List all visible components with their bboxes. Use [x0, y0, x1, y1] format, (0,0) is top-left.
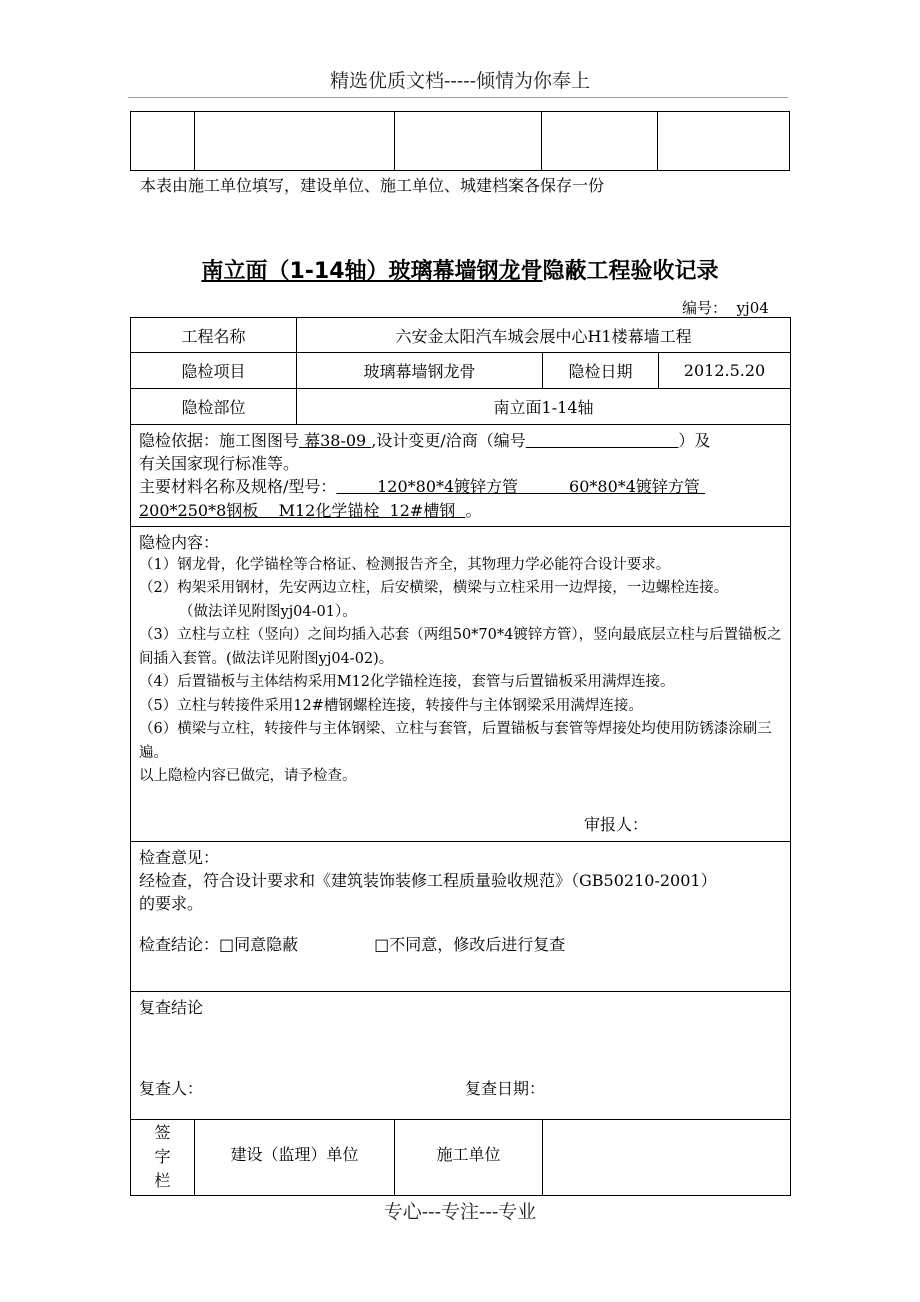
project-name-label: 工程名称	[131, 318, 297, 353]
content-item: （5）立柱与转接件采用12#槽钢螺栓连接，转接件与主体钢梁采用满焊连接。	[139, 697, 643, 714]
blank-cell	[542, 112, 658, 171]
signature-column-label	[131, 1119, 195, 1195]
page-header: 精选优质文档-----倾情为你奉上	[329, 70, 591, 92]
inspection-record-table	[130, 317, 791, 1196]
basis-prefix: 隐检依据：施工图图号	[139, 431, 300, 450]
basis-line2: 有关国家现行标准等。	[139, 454, 300, 474]
content-item: （3）立柱与立柱（竖向）之间均插入芯套（两组50*70*4镀锌方管），竖向最底层立柱与后置锚板之间插入套管。(做法详见附图yj04-02)。	[139, 627, 782, 667]
basis-line1	[139, 429, 782, 452]
document-title	[0, 254, 920, 285]
opinion-text2: 的要求。	[139, 894, 204, 914]
blank-cell	[194, 112, 394, 171]
row-project-name	[131, 318, 791, 353]
content-list	[139, 554, 782, 789]
header-divider	[128, 97, 788, 98]
row-signature	[131, 1119, 791, 1195]
content-item: （做法详见附图yj04-01）。	[179, 603, 357, 620]
serial-number	[682, 297, 769, 318]
sign-char: 字	[154, 1147, 171, 1167]
sign-char: 栏	[154, 1171, 171, 1191]
serial-label: 编号：	[682, 299, 728, 317]
materials-label: 主要材料名称及规格/型号：	[139, 477, 337, 497]
serial-value: yj04	[736, 299, 769, 317]
owner-signature: 建设（监理）单位	[195, 1119, 395, 1195]
row-recheck	[131, 991, 791, 1119]
recheck-date-label: 复查日期：	[465, 1078, 546, 1098]
basis-suffix: ）及	[678, 431, 711, 450]
opinion-text: 经检查，符合设计要求和《建筑装饰装修工程质量验收规范》（GB50210-2001）	[139, 870, 717, 890]
disagree-checkbox[interactable]: □不同意，修改后进行复查	[374, 935, 566, 955]
row-basis	[131, 425, 791, 527]
blank-cell	[131, 112, 195, 171]
location-value: 南立面1-14轴	[297, 389, 791, 425]
conclusion-label: 检查结论：	[139, 935, 220, 955]
date-label: 隐检日期	[543, 353, 659, 389]
sign-char: 签	[154, 1123, 171, 1143]
item-label: 隐检项目	[131, 353, 297, 389]
row-inspection-item	[131, 353, 791, 389]
contractor-signature: 施工单位	[395, 1119, 543, 1195]
conclusion-line	[139, 933, 782, 956]
blank-cell	[394, 112, 542, 171]
recheck-cell	[131, 991, 791, 1119]
recheck-sign-line	[139, 1077, 782, 1100]
row-location	[131, 389, 791, 425]
row-content	[131, 526, 791, 841]
project-name-value: 六安金太阳汽车城会展中心H1楼幕墙工程	[297, 318, 791, 353]
title-rest: 隐蔽工程验收记录	[542, 259, 719, 284]
content-item: （1）钢龙骨，化学锚栓等合格证、检测报告齐全，其物理力学必能符合设计要求。	[139, 556, 671, 573]
content-cell	[131, 526, 791, 841]
change-number-blank	[526, 431, 679, 450]
materials-value: 120*80*4镀锌方管 60*80*4镀锌方管 200*250*8钢板 M12化学锚栓 12#槽钢	[139, 477, 706, 520]
content-item: （4）后置锚板与主体结构采用M12化学锚栓连接，套管与后置锚板采用满焊连接。	[139, 674, 675, 691]
page-footer: 专心---专注---专业	[383, 1201, 537, 1223]
materials-end: 。	[465, 500, 482, 520]
blank-signature	[543, 1119, 791, 1195]
drawing-number: 幕38-09	[299, 431, 372, 450]
agree-checkbox[interactable]: □同意隐蔽	[219, 935, 299, 955]
recheck-title: 复查结论	[139, 997, 204, 1017]
basis-mid: ,设计变更/洽商（编号	[371, 431, 526, 450]
blank-cell	[658, 112, 790, 171]
title-underlined: 南立面（1-14轴）玻璃幕墙钢龙骨	[201, 259, 543, 284]
row-inspection-opinion	[131, 841, 791, 991]
content-item: （6）横梁与立柱，转接件与主体钢梁、立柱与套管，后置锚板与套管等焊接处均使用防锈漆涂刷三遍。	[139, 721, 772, 761]
location-label: 隐检部位	[131, 389, 297, 425]
basis-cell	[131, 425, 791, 527]
content-item: 以上隐检内容已做完，请予检查。	[139, 768, 357, 785]
date-value: 2012.5.20	[659, 353, 791, 389]
content-item: （2）构架采用钢材，先安两边立柱，后安横梁，横梁与立柱采用一边焊接，一边螺栓连接。	[139, 580, 729, 597]
form-note: 本表由施工单位填写，建设单位、施工单位、城建档案各保存一份	[140, 176, 605, 195]
content-title: 隐检内容：	[139, 532, 220, 552]
opinion-cell	[131, 841, 791, 991]
materials-line	[139, 475, 782, 521]
item-value: 玻璃幕墙钢龙骨	[297, 353, 543, 389]
opinion-title: 检查意见：	[139, 847, 220, 867]
reporter-label: 审报人：	[584, 814, 649, 834]
previous-table-remnant	[130, 111, 790, 171]
recheck-inspector-label: 复查人：	[139, 1078, 204, 1098]
